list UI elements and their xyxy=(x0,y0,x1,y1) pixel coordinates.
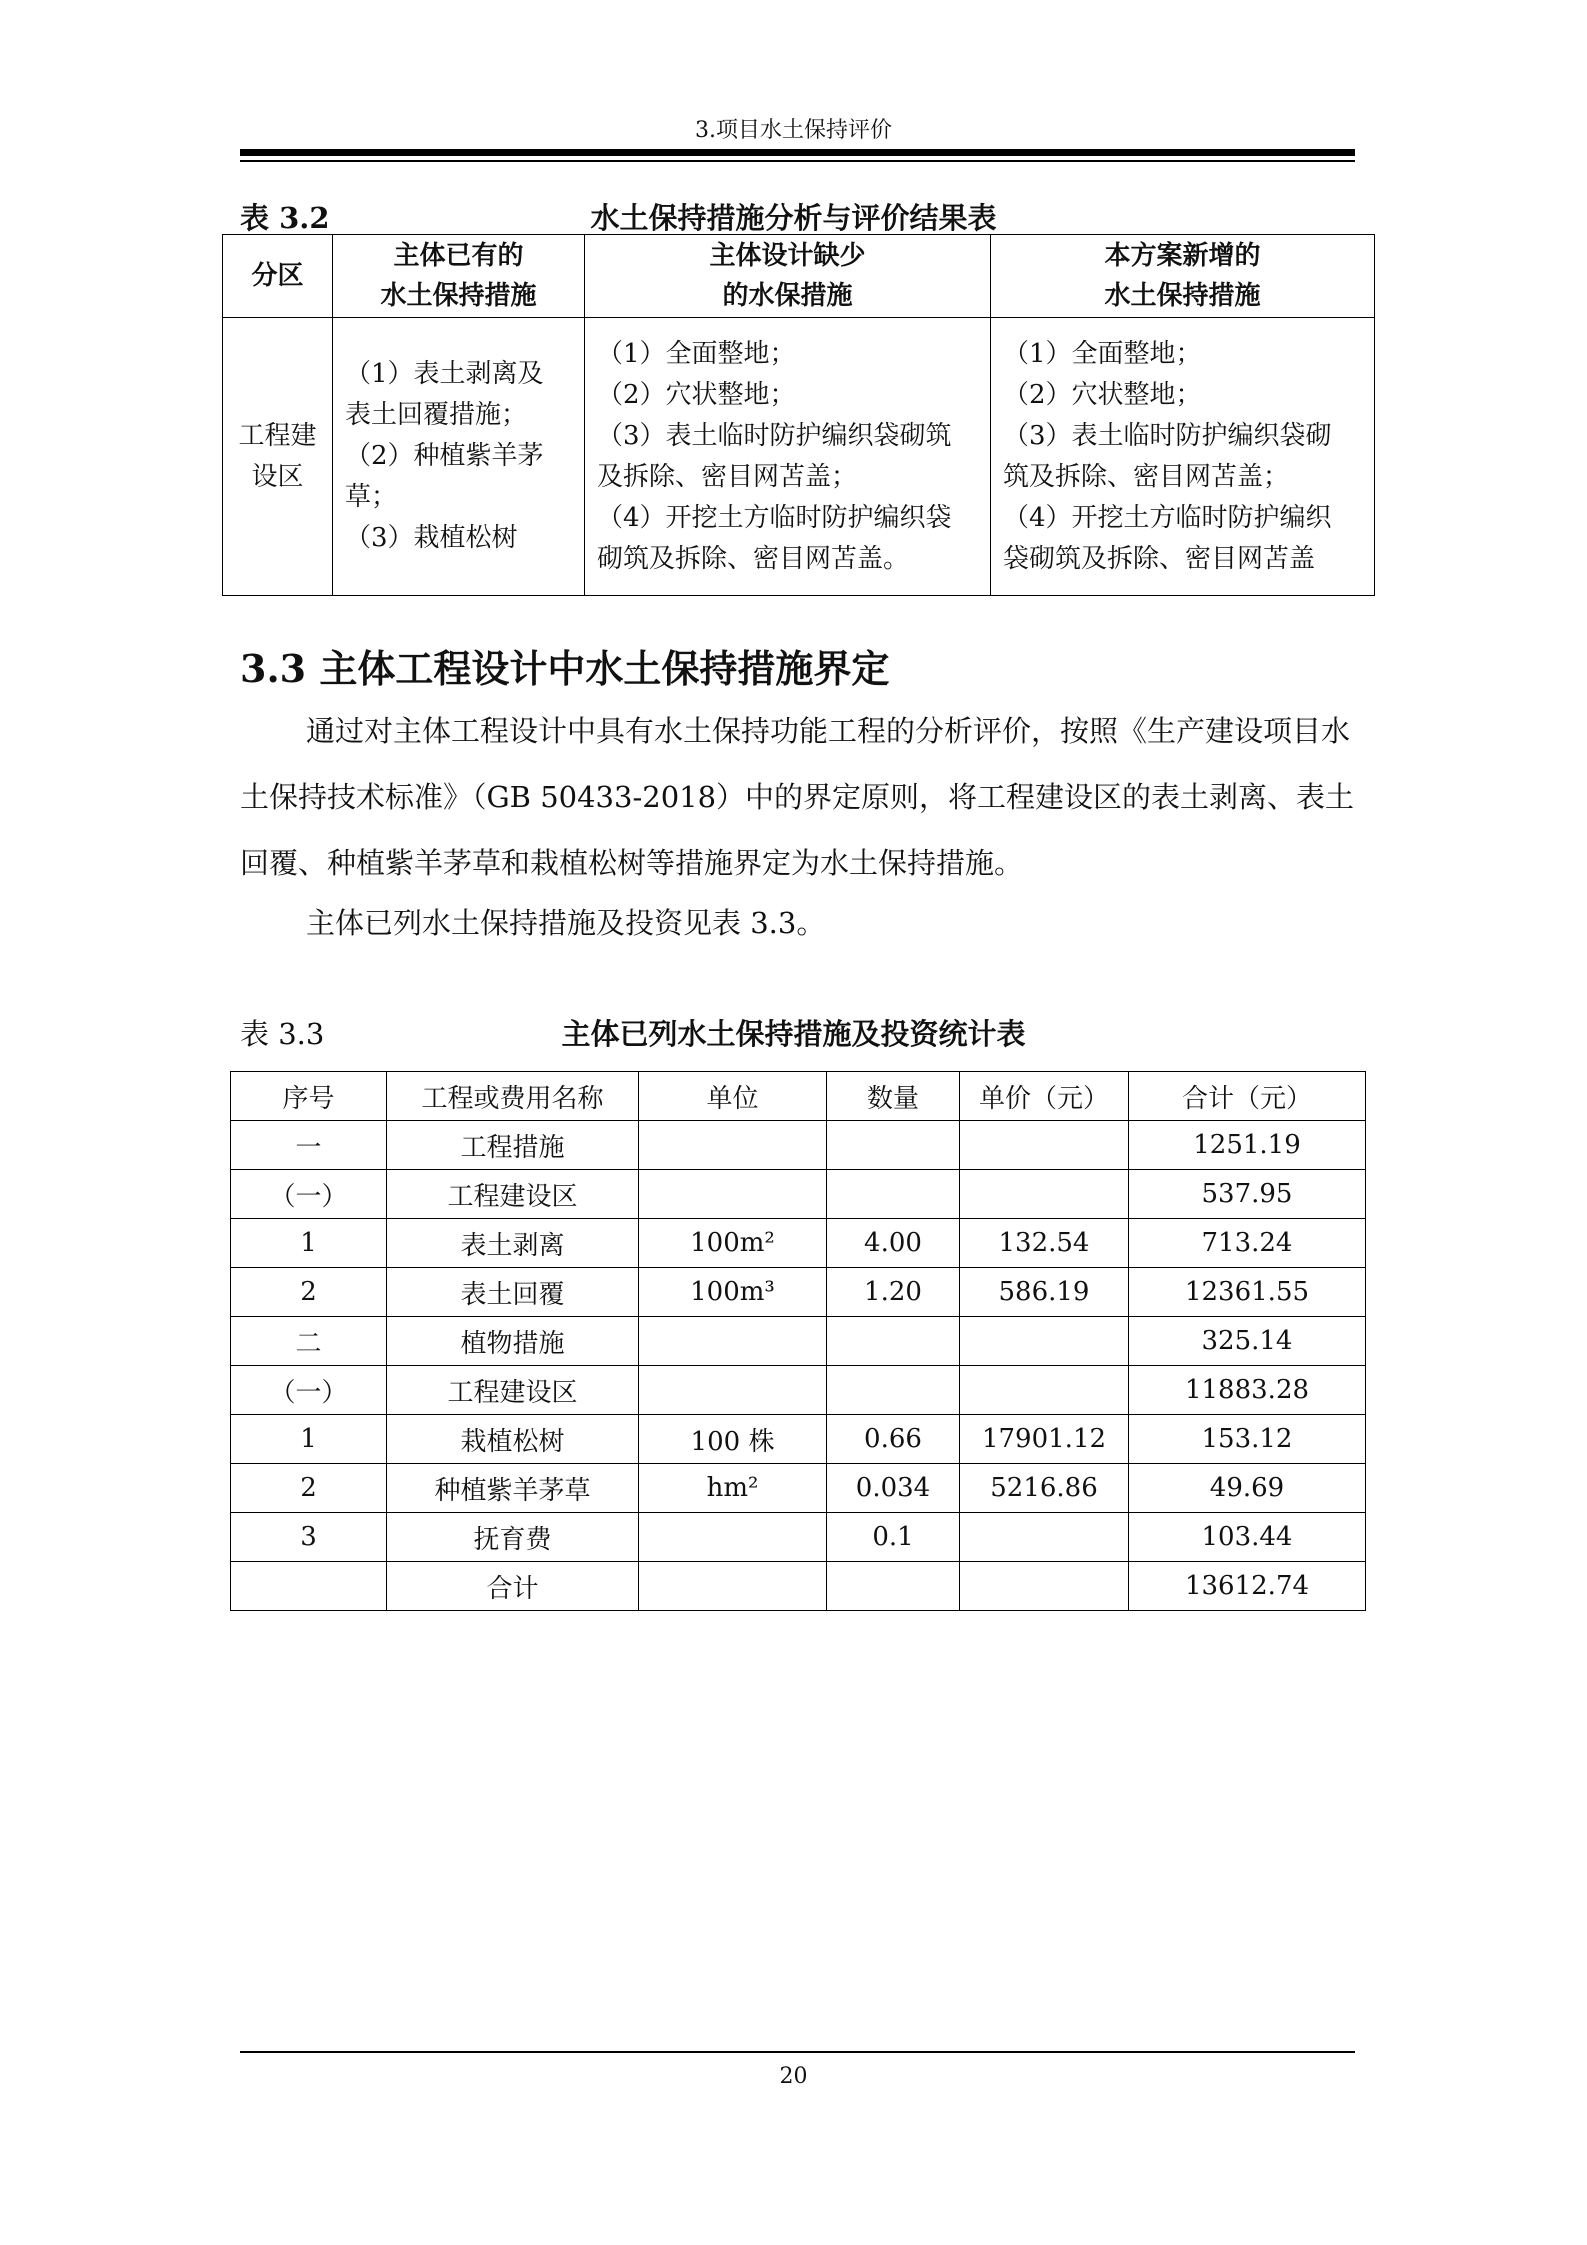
table-cell xyxy=(231,1562,387,1611)
page-number: 20 xyxy=(779,2064,808,2089)
header-cell: 合计（元） xyxy=(1129,1072,1366,1121)
table-row xyxy=(231,1415,1366,1464)
table-cell: 工程措施 xyxy=(387,1121,639,1170)
table-cell: 种植紫羊茅草 xyxy=(387,1464,639,1513)
table-cell: 11883.28 xyxy=(1129,1366,1366,1415)
zone-line: 设区 xyxy=(251,461,304,492)
header-cell: 单价（元） xyxy=(960,1072,1129,1121)
header-line: 水土保持措施 xyxy=(1104,281,1261,311)
measure-line: （1）表土剥离及 xyxy=(345,359,544,389)
footer-rule xyxy=(240,2051,1355,2053)
header-line: 主体已有的 xyxy=(393,241,524,271)
table-cell xyxy=(960,1317,1129,1366)
table-cell xyxy=(827,1170,960,1219)
table-cell: 抚育费 xyxy=(387,1513,639,1562)
table-cell xyxy=(827,1562,960,1611)
header-cell: 单位 xyxy=(639,1072,827,1121)
table-cell: 49.69 xyxy=(1129,1464,1366,1513)
table-row xyxy=(231,1464,1366,1513)
measure-line: （3）栽植松树 xyxy=(345,523,518,553)
table-cell: 103.44 xyxy=(1129,1513,1366,1562)
table-row xyxy=(231,1219,1366,1268)
table-cell: 100m² xyxy=(639,1219,827,1268)
table-cell: 表土回覆 xyxy=(387,1268,639,1317)
zone-line: 工程建 xyxy=(238,420,317,451)
table-cell: 100 株 xyxy=(639,1415,827,1464)
measure-line: 表土回覆措施； xyxy=(345,400,528,430)
table-cell: 0.1 xyxy=(827,1513,960,1562)
table-cell: 合计 xyxy=(387,1562,639,1611)
table-cell xyxy=(639,1366,827,1415)
measure-line: （3）表土临时防护编织袋砌筑 xyxy=(597,420,952,451)
table-cell: 1.20 xyxy=(827,1268,960,1317)
measure-line: 筑及拆除、密目网苫盖； xyxy=(1003,461,1290,492)
table-row xyxy=(231,1513,1366,1562)
table-header-row xyxy=(231,1072,1366,1121)
table-cell xyxy=(827,1121,960,1170)
table-row xyxy=(231,1268,1366,1317)
table-cell xyxy=(639,1170,827,1219)
table-cell: 3 xyxy=(231,1513,387,1562)
table-cell: 工程建设区 xyxy=(387,1366,639,1415)
measure-line: 及拆除、密目网苫盖； xyxy=(597,461,858,492)
table-3-2-title: 水土保持措施分析与评价结果表 xyxy=(590,201,997,235)
table-cell xyxy=(639,1562,827,1611)
measure-line: （1）全面整地； xyxy=(1003,338,1202,369)
header-cell: 序号 xyxy=(231,1072,387,1121)
table-row xyxy=(231,1317,1366,1366)
measure-line: （2）穴状整地； xyxy=(1003,379,1202,410)
table-cell: 132.54 xyxy=(960,1219,1129,1268)
table-row xyxy=(231,1366,1366,1415)
table-row xyxy=(231,1170,1366,1219)
table-cell xyxy=(639,1121,827,1170)
header-cell-existing xyxy=(333,235,585,318)
missing-measures-cell xyxy=(585,318,991,596)
header-cell: 数量 xyxy=(827,1072,960,1121)
measure-line: （4）开挖土方临时防护编织袋 xyxy=(597,502,952,533)
table-cell: 5216.86 xyxy=(960,1464,1129,1513)
table-cell: 713.24 xyxy=(1129,1219,1366,1268)
table-cell: 栽植松树 xyxy=(387,1415,639,1464)
header-title: 3.项目水土保持评价 xyxy=(695,118,892,143)
measure-line: 砌筑及拆除、密目网苫盖。 xyxy=(597,543,910,574)
table-cell: 2 xyxy=(231,1268,387,1317)
table-header-row xyxy=(223,235,1375,318)
header-line: 主体设计缺少 xyxy=(709,241,866,271)
body-paragraph: 主体已列水土保持措施及投资见表 3.3。 xyxy=(306,906,826,940)
header-line: 的水保措施 xyxy=(722,281,853,311)
table-cell xyxy=(960,1121,1129,1170)
table-cell: 表土剥离 xyxy=(387,1219,639,1268)
header-cell-new xyxy=(991,235,1375,318)
table-cell: hm² xyxy=(639,1464,827,1513)
header-line: 分区 xyxy=(251,261,304,291)
table-cell: 0.034 xyxy=(827,1464,960,1513)
table-cell: 1 xyxy=(231,1415,387,1464)
measure-line: （4）开挖土方临时防护编织 xyxy=(1003,502,1332,533)
table-cell: 4.00 xyxy=(827,1219,960,1268)
measures-evaluation-table xyxy=(222,234,1375,596)
table-cell: 工程建设区 xyxy=(387,1170,639,1219)
investment-table xyxy=(230,1071,1366,1611)
header-cell: 工程或费用名称 xyxy=(387,1072,639,1121)
table-cell xyxy=(639,1317,827,1366)
table-cell: 100m³ xyxy=(639,1268,827,1317)
table-cell: 2 xyxy=(231,1464,387,1513)
table-cell: 13612.74 xyxy=(1129,1562,1366,1611)
table-cell: （一） xyxy=(231,1366,387,1415)
section-heading: 3.3 主体工程设计中水土保持措施界定 xyxy=(240,646,890,691)
measure-line: （2）种植紫羊茅 xyxy=(345,441,544,471)
table-cell xyxy=(960,1170,1129,1219)
header-line: 本方案新增的 xyxy=(1104,241,1261,271)
table-cell: 1251.19 xyxy=(1129,1121,1366,1170)
table-row xyxy=(231,1121,1366,1170)
table-3-2-number: 表 3.2 xyxy=(240,201,330,235)
table-total-row xyxy=(231,1562,1366,1611)
header-rule-thin xyxy=(240,160,1355,162)
table-cell: 1 xyxy=(231,1219,387,1268)
measure-line: （3）表土临时防护编织袋砌 xyxy=(1003,420,1332,451)
existing-measures-cell xyxy=(333,318,585,596)
measure-line: （2）穴状整地； xyxy=(597,379,796,410)
table-cell: 二 xyxy=(231,1317,387,1366)
table-cell: 586.19 xyxy=(960,1268,1129,1317)
table-cell: 一 xyxy=(231,1121,387,1170)
table-cell: 12361.55 xyxy=(1129,1268,1366,1317)
table-cell: 17901.12 xyxy=(960,1415,1129,1464)
new-measures-cell xyxy=(991,318,1375,596)
table-cell xyxy=(960,1513,1129,1562)
table-cell: 153.12 xyxy=(1129,1415,1366,1464)
body-paragraph: 通过对主体工程设计中具有水土保持功能工程的分析评价，按照《生产建设项目水土保持技术标准》（GB 50433-2018）中的界定原则，将工程建设区的表土剥离、表土回覆、种植紫羊茅草和栽植松树等措施界定为水土保持措施。 xyxy=(240,714,1355,880)
table-3-3-number: 表 3.3 xyxy=(240,1017,325,1051)
table-cell: 537.95 xyxy=(1129,1170,1366,1219)
measure-line: 草； xyxy=(345,482,398,512)
table-cell: （一） xyxy=(231,1170,387,1219)
measure-line: （1）全面整地； xyxy=(597,338,796,369)
table-cell xyxy=(639,1513,827,1562)
table-cell xyxy=(960,1562,1129,1611)
table-cell xyxy=(827,1366,960,1415)
table-cell: 325.14 xyxy=(1129,1317,1366,1366)
table-3-3-title: 主体已列水土保持措施及投资统计表 xyxy=(561,1017,1026,1051)
header-cell-zone xyxy=(223,235,333,318)
zone-cell xyxy=(223,318,333,596)
header-line: 水土保持措施 xyxy=(380,281,537,311)
table-cell: 植物措施 xyxy=(387,1317,639,1366)
table-row xyxy=(223,318,1375,596)
header-cell-missing xyxy=(585,235,991,318)
table-cell xyxy=(827,1317,960,1366)
table-cell: 0.66 xyxy=(827,1415,960,1464)
table-cell xyxy=(960,1366,1129,1415)
header-rule xyxy=(240,149,1355,156)
measure-line: 袋砌筑及拆除、密目网苫盖 xyxy=(1003,543,1316,574)
